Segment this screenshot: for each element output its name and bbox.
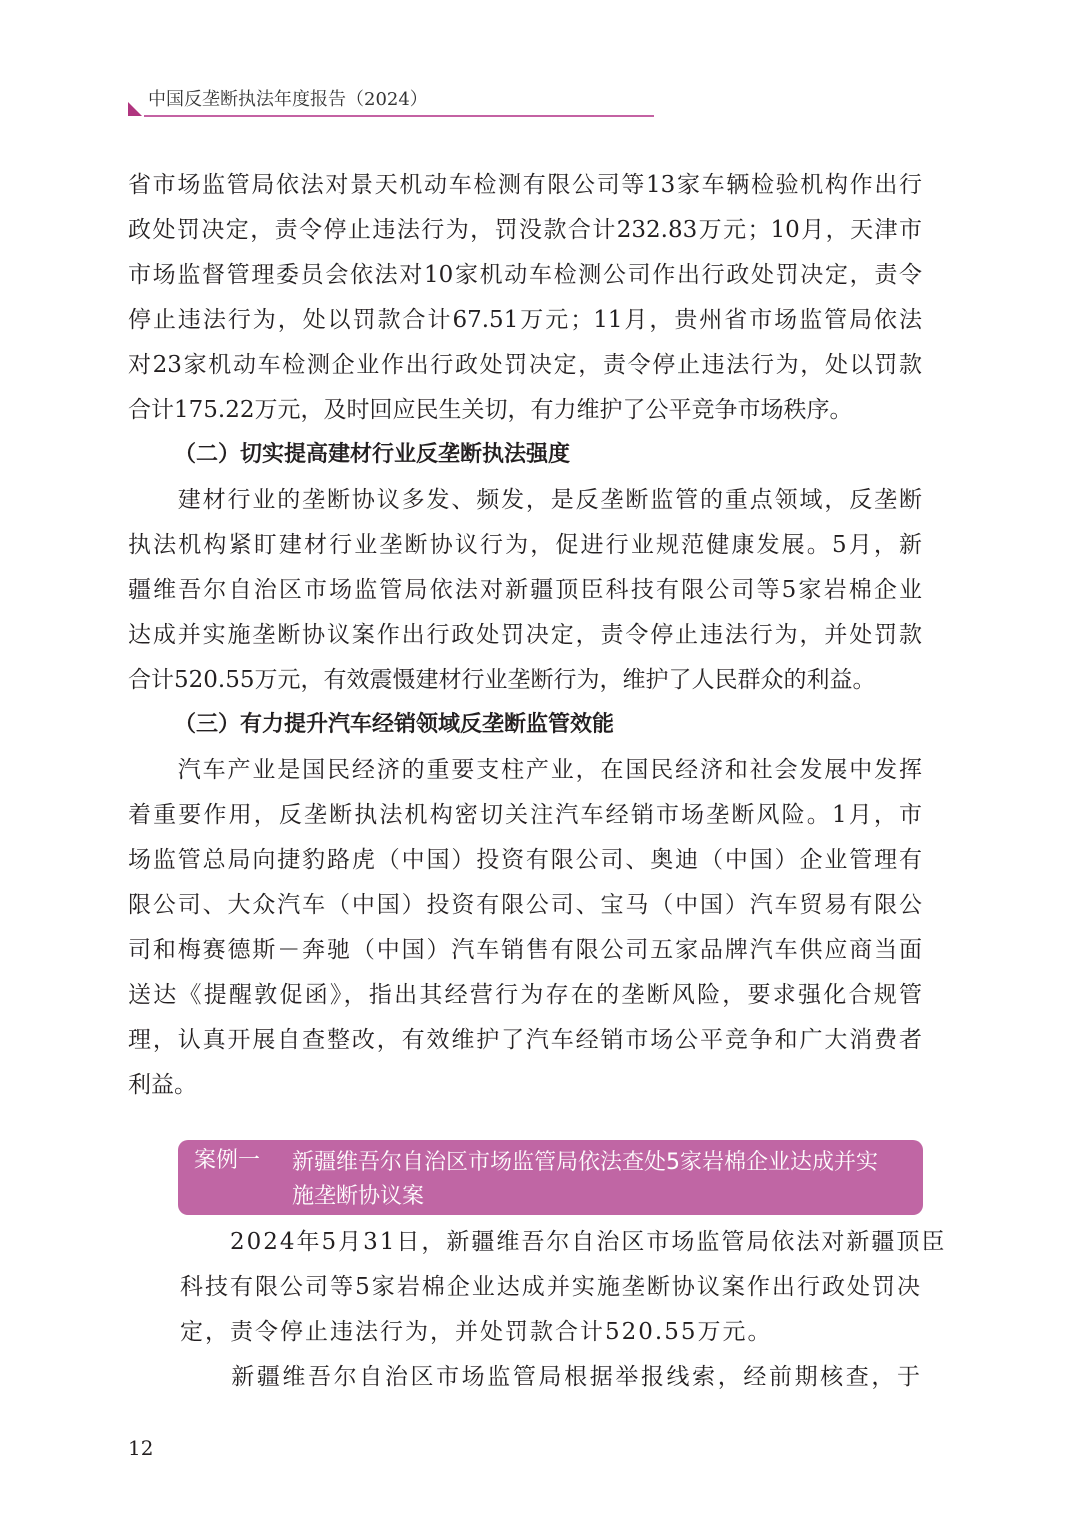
case-body [180,1222,947,1402]
header-title: 中国反垄断执法年度报告（2024） [148,89,428,110]
header-triangle-icon [128,102,142,116]
text-line: 合计175.22万元，及时回应民生关切，有力维护了公平竞争市场秩序。 [128,397,853,423]
text-line: 利益。 [128,1072,197,1098]
text-line: 政处罚决定，责令停止违法行为，罚没款合计232.83万元；10月，天津市 [128,217,922,243]
case-box [178,1140,923,1215]
page-number: 12 [128,1436,154,1460]
case-text-line: 科技有限公司等5家岩棉企业达成并实施垄断协议案作出行政处罚决 [180,1274,922,1300]
text-line: 理，认真开展自查整改，有效维护了汽车经销市场公平竞争和广大消费者 [128,1027,922,1053]
header-rule [144,115,654,117]
text-line: 场监管总局向捷豹路虎（中国）投资有限公司、奥迪（中国）企业管理有 [128,847,922,873]
text-line: 疆维吾尔自治区市场监管局依法对新疆顶臣科技有限公司等5家岩棉企业 [128,577,922,603]
running-header [128,88,654,118]
text-line: 司和梅赛德斯－奔驰（中国）汽车销售有限公司五家品牌汽车供应商当面 [128,937,922,963]
case-text-line: 定，责令停止违法行为，并处罚款合计520.55万元。 [180,1319,773,1345]
text-line: 达成并实施垄断协议案作出行政处罚决定，责令停止违法行为，并处罚款 [128,622,922,648]
text-line: 执法机构紧盯建材行业垄断协议行为，促进行业规范健康发展。5月，新 [128,532,922,558]
text-line: 停止违法行为，处以罚款合计67.51万元；11月，贵州省市场监管局依法 [128,307,922,333]
text-line: 限公司、大众汽车（中国）投资有限公司、宝马（中国）汽车贸易有限公 [128,892,922,918]
case-text-line: 2024年5月31日，新疆维吾尔自治区市场监管局依法对新疆顶臣 [180,1229,947,1255]
section-heading: （二）切实提高建材行业反垄断执法强度 [174,442,571,467]
text-line: 建材行业的垄断协议多发、频发，是反垄断监管的重点领域，反垄断 [128,487,922,513]
section-heading: （三）有力提升汽车经销领域反垄断监管效能 [174,712,615,737]
text-line: 市场监督管理委员会依法对10家机动车检测公司作出行政处罚决定，责令 [128,262,922,288]
text-line: 合计520.55万元，有效震慑建材行业垄断行为，维护了人民群众的利益。 [128,667,876,693]
text-line: 着重要作用，反垄断执法机构密切关注汽车经销市场垄断风险。1月，市 [128,802,922,828]
case-title: 新疆维吾尔自治区市场监管局依法查处5家岩棉企业达成并实施垄断协议案 [292,1150,878,1209]
text-line: 送达《提醒敦促函》，指出其经营行为存在的垄断风险，要求强化合规管 [128,982,922,1008]
text-line: 省市场监管局依法对景天机动车检测有限公司等13家车辆检验机构作出行 [128,172,922,198]
text-line: 对23家机动车检测企业作出行政处罚决定，责令停止违法行为，处以罚款 [128,352,922,378]
body-text [128,165,922,1110]
case-text-line: 新疆维吾尔自治区市场监管局根据举报线索，经前期核查，于 [180,1364,922,1390]
case-label: 案例一 [194,1148,261,1173]
text-line: 汽车产业是国民经济的重要支柱产业，在国民经济和社会发展中发挥 [128,757,922,783]
